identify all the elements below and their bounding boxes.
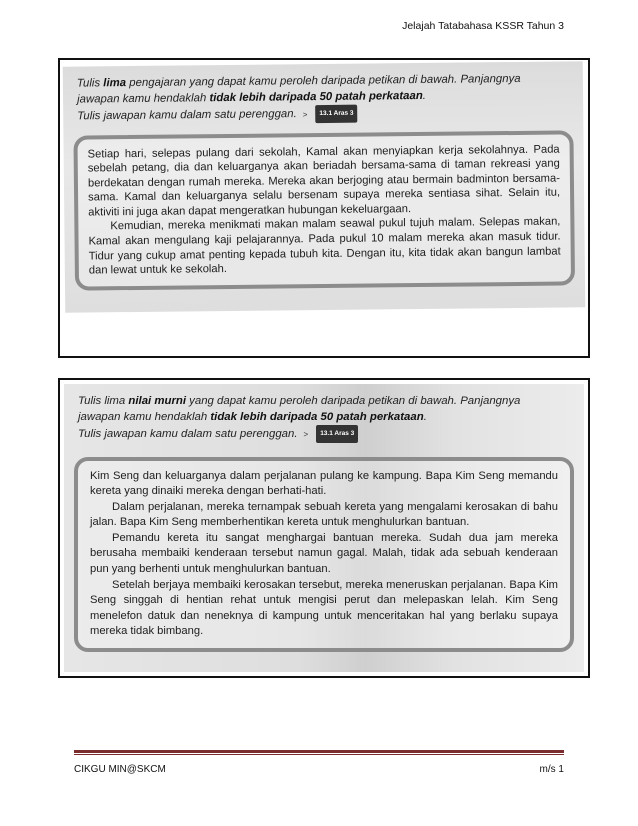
instruction-bold: tidak lebih daripada 50 patah perkataan bbox=[209, 89, 423, 104]
page-header: Jelajah Tatabahasa KSSR Tahun 3 bbox=[402, 20, 564, 32]
passage-paragraph: Kemudian, mereka menikmati makan malam seawal pukul tujuh malam. Selepas makan, Kamal akan mengulang kaji pelajarannya. Pada pukul 10 malam mereka akan masuk tidur. Tidur yang cukup amat penting kepada tubuh kita. Dengan itu, kita tidak akan bangun lambat dan lewat untuk ke sekolah. bbox=[88, 215, 561, 277]
scanned-exercise-1 bbox=[63, 61, 586, 312]
passage-box-1 bbox=[73, 130, 575, 291]
instruction-bold: lima bbox=[103, 77, 127, 90]
arrow-icon: > bbox=[303, 429, 309, 439]
instruction-text: Tulis bbox=[76, 77, 104, 90]
footer-divider bbox=[74, 750, 564, 753]
level-tag: 13.1 Aras 3 bbox=[315, 105, 357, 123]
instruction-text: pengajaran yang dapat kamu peroleh daripada petikan di bawah. Panjangnya bbox=[126, 72, 521, 90]
exercise-frame-1 bbox=[58, 58, 590, 358]
level-tag: 13.1 Aras 3 bbox=[316, 425, 358, 443]
passage-paragraph: Setelah berjaya membaiki kerosakan tersebut, mereka meneruskan perjalanan. Bapa Kim Seng singgah di hentian rehat untuk mengisi perut dan melepaskan lelah. Kim Seng menelefon datuk dan neneknya di kampung untuk menceritakan hal yang berlaku supaya mereka tidak bimbang. bbox=[90, 578, 558, 638]
instruction-1 bbox=[63, 61, 584, 129]
instruction-text: . bbox=[423, 410, 427, 423]
instruction-text: yang dapat kamu peroleh daripada petikan di bawah. Panjangnya bbox=[186, 395, 521, 407]
instruction-text: jawapan kamu hendaklah bbox=[78, 410, 211, 423]
footer-page-number: m/s 1 bbox=[539, 764, 564, 775]
scanned-exercise-2 bbox=[64, 384, 584, 672]
passage-paragraph: Pemandu kereta itu sangat menghargai bantuan mereka. Sudah dua jam mereka berusaha membaiki kenderaan tersebut namun gagal. Malah, tidak ada sebuah kenderaan pun yang berhenti untuk menghulurkan bantuan. bbox=[90, 531, 558, 576]
arrow-icon: > bbox=[302, 109, 308, 119]
instruction-text: jawapan kamu hendaklah bbox=[77, 91, 210, 106]
passage-paragraph: Setiap hari, selepas pulang dari sekolah, Kamal akan menyiapkan kerja sekolahnya. Pada sebelah petang, dia dan keluarganya akan beriadah bersama-sama di taman rekreasi yang berdekatan dengan rumah mereka. Mereka akan berjoging atau bermain badminton bersama-sama. Kamal dan keluarganya selalu bersenam supaya mereka sentiasa sihat. Selain itu, aktiviti ini juga akan dapat mengeratkan hubungan kekeluargaan. bbox=[87, 143, 561, 219]
instruction-text: . bbox=[422, 89, 426, 102]
instruction-text: Tulis lima bbox=[78, 395, 129, 407]
passage-paragraph: Kim Seng dan keluarganya dalam perjalanan pulang ke kampung. Bapa Kim Seng memandu kereta yang dinaiki mereka dengan berhati-hati. bbox=[90, 469, 558, 498]
footer-divider bbox=[74, 754, 564, 755]
instruction-bold: nilai murni bbox=[128, 395, 187, 407]
instruction-2 bbox=[64, 384, 584, 447]
footer-author: CIKGU MIN@SKCM bbox=[74, 764, 166, 775]
instruction-text: Tulis jawapan kamu dalam satu perenggan. bbox=[78, 427, 298, 440]
instruction-text: Tulis jawapan kamu dalam satu perenggan. bbox=[77, 108, 297, 123]
passage-paragraph: Dalam perjalanan, mereka ternampak sebuah kereta yang mengalami kerosakan di bahu jalan. Bapa Kim Seng memberhentikan kereta untuk menghulurkan bantuan. bbox=[90, 500, 558, 529]
exercise-frame-2 bbox=[58, 378, 590, 678]
instruction-bold: tidak lebih daripada 50 patah perkataan bbox=[210, 410, 424, 423]
passage-box-2 bbox=[74, 457, 574, 653]
